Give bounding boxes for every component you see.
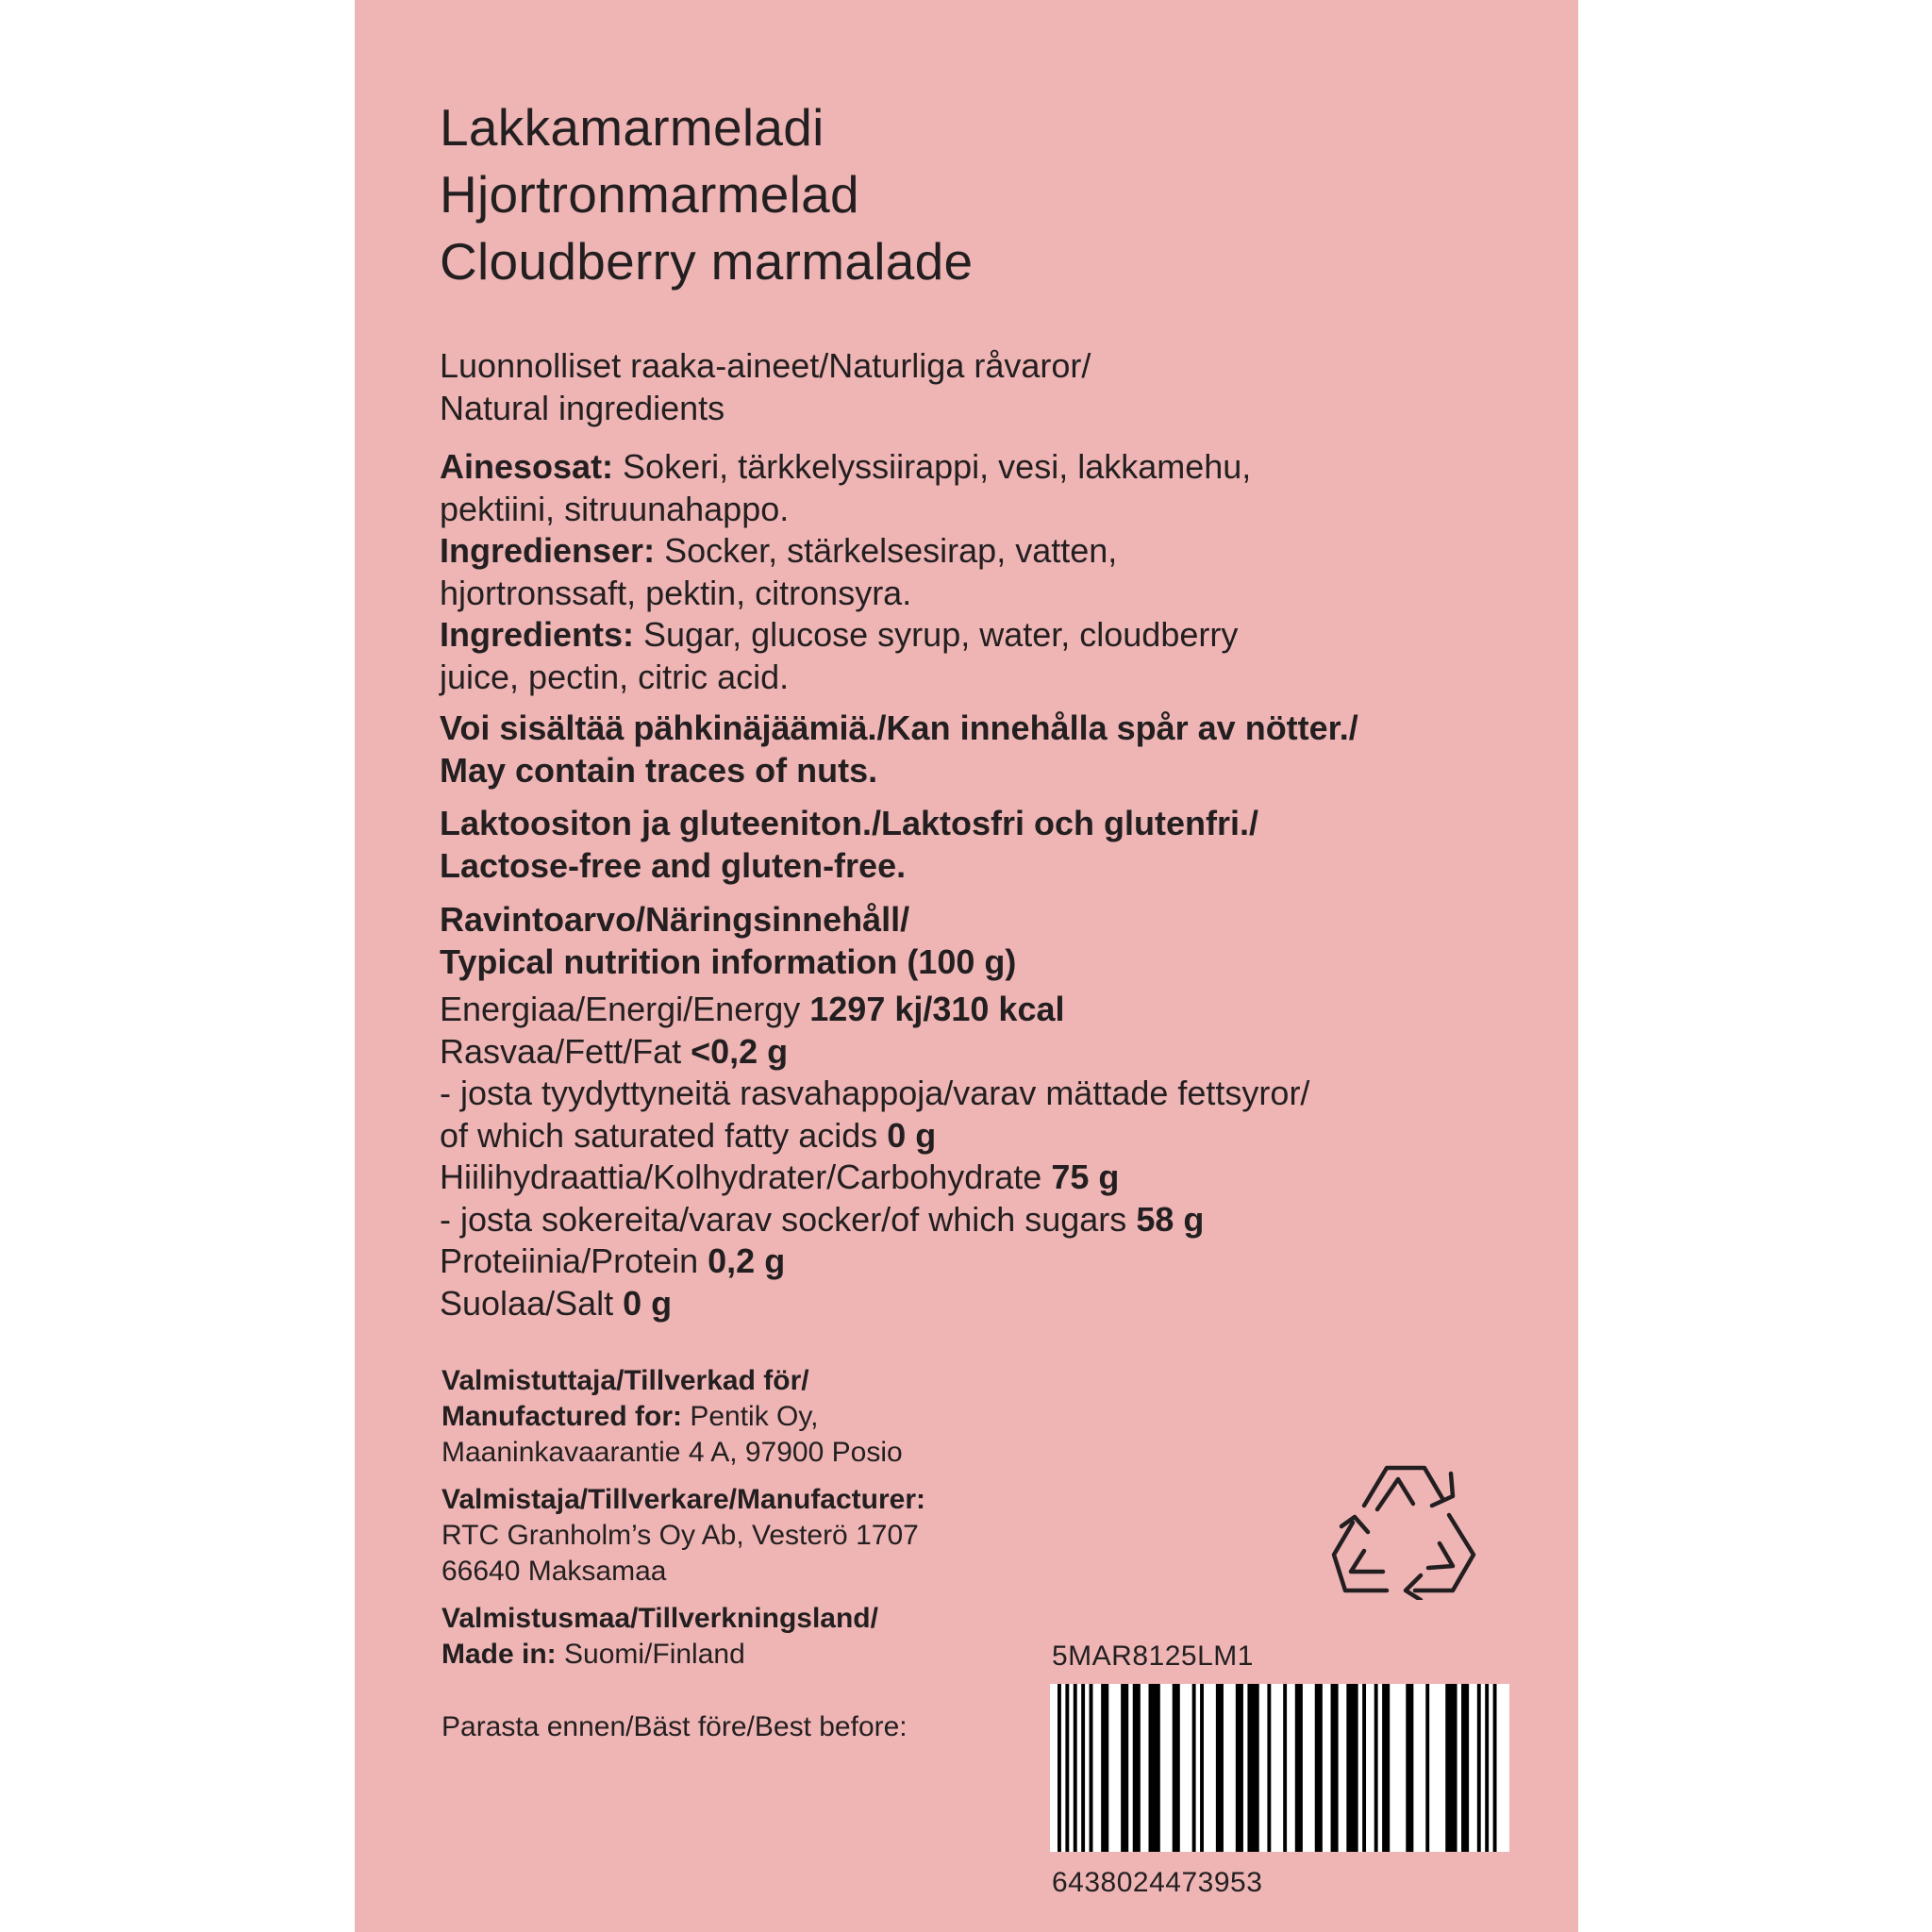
manufacturer-name: RTC Granholm’s Oy Ab, Vesterö 1707	[441, 1520, 919, 1551]
barcode-bar	[1283, 1684, 1287, 1852]
nut-warning-line-1: Voi sisältää pähkinäjäämiä./Kan innehålla spår av nötter./	[440, 708, 1358, 747]
barcode-bar	[1173, 1684, 1180, 1852]
fat-label: Rasvaa/Fett/Fat	[440, 1031, 691, 1071]
origin-value: Suomi/Finland	[556, 1639, 745, 1670]
title-english: Cloudberry marmalade	[440, 232, 974, 291]
ingredients-sv-label: Ingredienser:	[440, 531, 656, 570]
allergen-free-line-2: Lactose-free and gluten-free.	[440, 845, 907, 885]
manufacturer-label: Valmistaja/Tillverkare/Manufacturer:	[441, 1484, 926, 1515]
origin-line-2	[441, 1637, 878, 1673]
ingredients-fi-label: Ainesosat:	[440, 447, 614, 486]
nut-warning-line-2: May contain traces of nuts.	[440, 750, 878, 790]
title-finnish: Lakkamarmeladi	[440, 98, 824, 157]
ingredients-fi-text-2: pektiini, sitruunahappo.	[440, 489, 790, 528]
nutrition-row-carbohydrate	[440, 1157, 1309, 1199]
ingredients-fi-text-1: Sokeri, tärkkelyssiirappi, vesi, lakkamehu,	[613, 447, 1252, 486]
fat-value: <0,2 g	[691, 1031, 789, 1071]
title-swedish: Hjortronmarmelad	[440, 165, 859, 224]
barcode-bar	[1236, 1684, 1243, 1852]
barcode-bar	[1445, 1684, 1457, 1852]
sugars-label: - josta sokereita/varav socker/of which sugars	[440, 1199, 1137, 1239]
origin-label-2: Made in:	[441, 1639, 557, 1670]
manufactured-for-name: Pentik Oy,	[682, 1401, 819, 1432]
barcode-bar	[1192, 1684, 1196, 1852]
barcode-bar	[1374, 1684, 1378, 1852]
nutrition-row-saturated-fat	[440, 1115, 1309, 1158]
barcode-bar	[1461, 1684, 1469, 1852]
manufacturer-block	[441, 1482, 925, 1590]
barcode-bar	[1346, 1684, 1357, 1852]
protein-value: 0,2 g	[708, 1241, 786, 1280]
barcode-bar	[1315, 1684, 1323, 1852]
barcode-bar	[1065, 1684, 1069, 1852]
protein-label: Proteiinia/Protein	[440, 1241, 708, 1280]
allergen-free-line-1: Laktoositon ja gluteeniton./Laktosfri och glutenfri./	[440, 804, 1259, 842]
barcode-bar	[1331, 1684, 1339, 1852]
energy-value: 1297 kj/310 kcal	[809, 990, 1065, 1028]
barcode-bar	[1200, 1684, 1204, 1852]
barcode-bar	[1058, 1684, 1061, 1852]
nutrition-heading	[440, 899, 1016, 983]
nutrition-row-energy	[440, 989, 1309, 1031]
barcode-bar	[1485, 1684, 1489, 1852]
product-code: 5MAR8125LM1	[1052, 1641, 1254, 1672]
barcode-bar	[1247, 1684, 1258, 1852]
ingredients-sv-line-1	[440, 530, 1251, 573]
salt-label: Suolaa/Salt	[440, 1283, 624, 1323]
nutrition-row-sugars	[440, 1199, 1309, 1241]
manufactured-for-block	[441, 1363, 903, 1471]
ingredients-sv-text-2: hjortronssaft, pektin, citronsyra.	[440, 573, 912, 612]
carbohydrate-label: Hiilihydraattia/Kolhydrater/Carbohydrate	[440, 1158, 1052, 1196]
origin-label-1: Valmistusmaa/Tillverkningsland/	[441, 1603, 878, 1634]
ingredients-fi-line-1	[440, 446, 1251, 489]
barcode-bar	[1406, 1684, 1413, 1852]
natural-line-2: Natural ingredients	[440, 388, 725, 427]
ingredients-en-label: Ingredients:	[440, 615, 635, 654]
ingredients-sv-text-1: Socker, stärkelsesirap, vatten,	[655, 531, 1118, 570]
product-titles	[440, 94, 973, 295]
manufactured-for-label-1: Valmistuttaja/Tillverkad för/	[441, 1365, 809, 1396]
best-before: Parasta ennen/Bäst före/Best before:	[441, 1711, 908, 1742]
barcode-number: 6438024473953	[1052, 1867, 1263, 1898]
barcode-bar	[1267, 1684, 1271, 1852]
ingredients-en-text-1: Sugar, glucose syrup, water, cloudberry	[634, 615, 1239, 654]
nutrition-heading-line-2: Typical nutrition information (100 g)	[440, 941, 1017, 981]
origin-block	[441, 1601, 878, 1673]
barcode-bar	[1081, 1684, 1085, 1852]
saturated-fat-label: of which saturated fatty acids	[440, 1115, 888, 1155]
manufactured-for-address: Maaninkavaarantie 4 A, 97900 Posio	[441, 1437, 903, 1468]
salt-value: 0 g	[623, 1283, 673, 1323]
barcode-bar	[1493, 1684, 1497, 1852]
ingredients-block	[440, 446, 1251, 698]
nutrition-row-fat	[440, 1031, 1309, 1074]
energy-label: Energiaa/Energi/Energy	[440, 990, 810, 1028]
barcode-bar	[1074, 1684, 1077, 1852]
sugars-value: 58 g	[1136, 1199, 1205, 1239]
natural-line-1: Luonnolliset raaka-aineet/Naturliga råvaror/	[440, 346, 1091, 385]
allergen-free-note	[440, 803, 1258, 887]
nut-warning	[440, 708, 1358, 791]
barcode-bar	[1090, 1684, 1093, 1852]
saturated-fat-value: 0 g	[887, 1115, 937, 1155]
barcode-bar	[1362, 1684, 1366, 1852]
barcode-bar	[1477, 1684, 1481, 1852]
recycle-icon	[1330, 1460, 1481, 1600]
barcode	[1050, 1684, 1509, 1852]
barcode-bar	[1216, 1684, 1224, 1852]
barcode-bar	[1121, 1684, 1128, 1852]
barcode-bar	[1295, 1684, 1303, 1852]
manufacturer-address: 66640 Maksamaa	[441, 1556, 667, 1587]
manufactured-for-line-2	[441, 1399, 903, 1435]
nutrition-heading-line-1: Ravintoarvo/Näringsinnehåll/	[440, 900, 910, 939]
barcode-bar	[1101, 1684, 1108, 1852]
nutrition-row-salt	[440, 1283, 1309, 1325]
natural-ingredients	[440, 345, 1091, 429]
nutrition-row-protein	[440, 1241, 1309, 1283]
barcode-bar	[1382, 1684, 1390, 1852]
barcode-bar	[1133, 1684, 1141, 1852]
barcode-bar	[1425, 1684, 1429, 1852]
barcode-bar	[1149, 1684, 1160, 1852]
manufactured-for-label-2: Manufactured for:	[441, 1401, 682, 1432]
carbohydrate-value: 75 g	[1051, 1158, 1120, 1196]
saturated-fat-line-1: - josta tyydyttyneitä rasvahappoja/varav mättade fettsyror/	[440, 1074, 1310, 1112]
ingredients-en-text-2: juice, pectin, citric acid.	[440, 657, 790, 696]
nutrition-table	[440, 989, 1309, 1324]
ingredients-en-line-1	[440, 614, 1251, 657]
